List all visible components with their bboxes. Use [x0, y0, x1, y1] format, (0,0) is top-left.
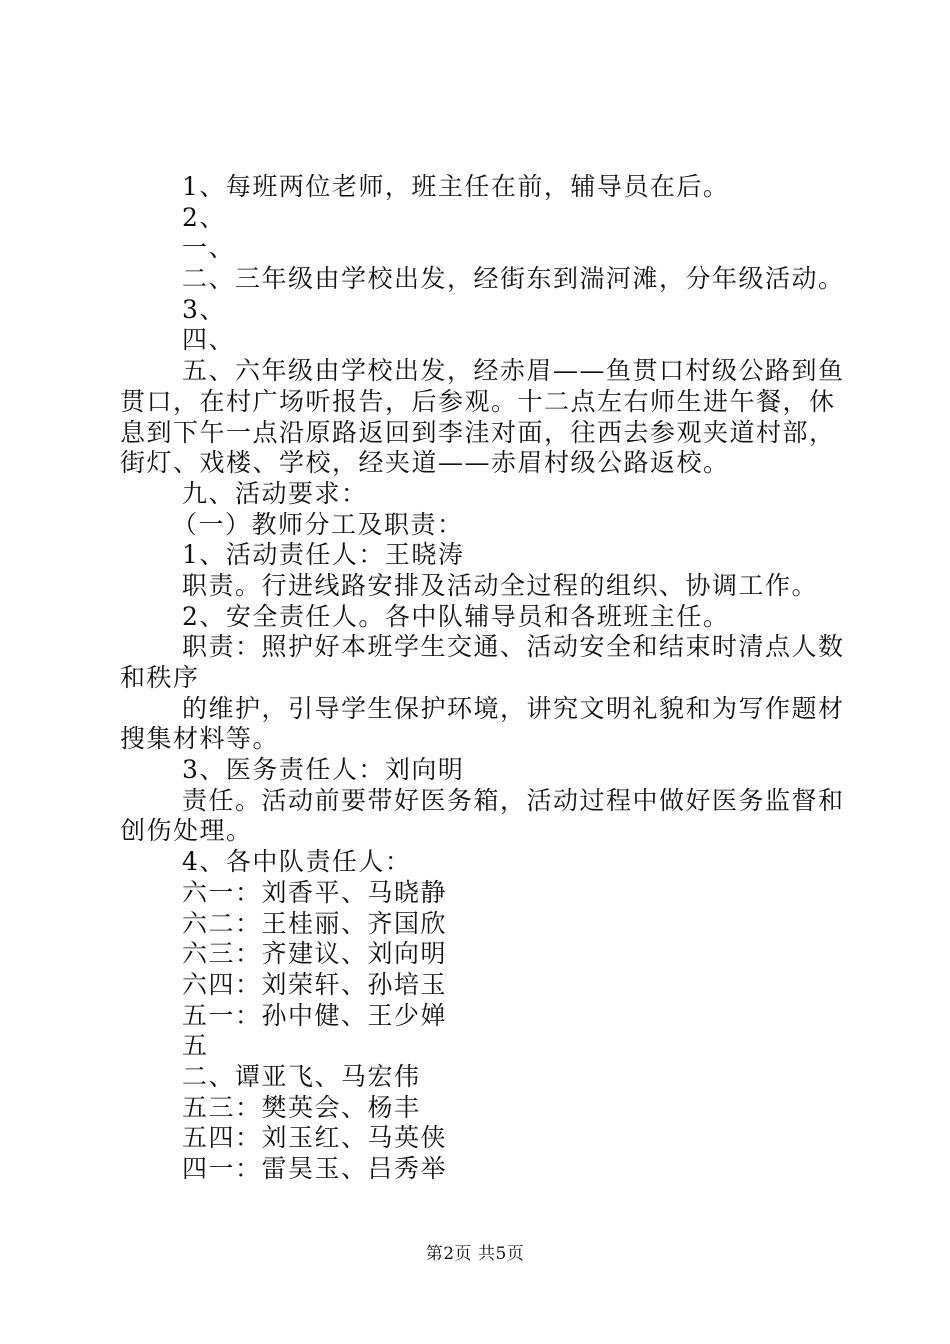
text-line: 五四：刘玉红、马英侠 — [182, 1123, 448, 1153]
text-line: 职责：照护好本班学生交通、活动安全和结束时清点人数 — [182, 632, 845, 662]
text-line: 和秩序 — [120, 663, 200, 692]
text-line: 五、六年级由学校出发，经赤眉——鱼贯口村级公路到鱼 — [182, 356, 845, 386]
text-line: 一、 — [182, 233, 236, 263]
text-line: 街灯、戏楼、学校，经夹道——赤眉村级公路返校。 — [120, 448, 730, 478]
text-line: 1、活动责任人：王晓涛 — [182, 540, 465, 570]
text-line: （一）教师分工及职责： — [172, 509, 464, 539]
text-line: 四、 — [182, 325, 236, 355]
text-line: 4、各中队责任人： — [182, 847, 412, 877]
text-line: 六二：王桂丽、齐国欣 — [182, 908, 448, 938]
text-line: 六四：刘荣轩、孙培玉 — [182, 969, 448, 999]
text-line: 贯口，在村广场听报告，后参观。十二点左右师生进午餐，休 — [120, 386, 836, 416]
text-line: 3、医务责任人：刘向明 — [182, 755, 465, 785]
text-line: 3、 — [182, 294, 226, 324]
text-line: 创伤处理。 — [120, 816, 253, 846]
text-line: 六一：刘香平、马晓静 — [182, 877, 448, 907]
text-line: 五三：樊英会、杨丰 — [182, 1092, 421, 1122]
text-line: 职责。行进线路安排及活动全过程的组织、协调工作。 — [182, 570, 819, 600]
document-body — [120, 172, 845, 1185]
text-line: 责任。活动前要带好医务箱，活动过程中做好医务监督和 — [182, 785, 845, 815]
text-line: 1、每班两位老师，班主任在前，辅导员在后。 — [182, 172, 730, 201]
text-line: 九、活动要求： — [182, 478, 368, 508]
text-line: 2、 — [182, 202, 226, 232]
text-line: 的维护，引导学生保护环境，讲究文明礼貌和为写作题材 — [182, 693, 845, 723]
text-line: 六三：齐建议、刘向明 — [182, 939, 448, 969]
text-line: 息到下午一点沿原路返回到李洼对面，往西去参观夹道村部， — [120, 417, 836, 447]
text-line: 二、谭亚飞、马宏伟 — [182, 1061, 421, 1091]
page-footer: 第2页 共5页 — [425, 1244, 525, 1264]
text-line: 五 — [182, 1031, 209, 1061]
text-line: 2、安全责任人。各中队辅导员和各班班主任。 — [182, 601, 730, 631]
text-line: 五一：孙中健、王少婵 — [182, 1000, 448, 1030]
text-line: 搜集材料等。 — [120, 724, 280, 754]
text-line: 四一：雷昊玉、吕秀举 — [182, 1154, 448, 1183]
text-line: 二、三年级由学校出发，经街东到湍河滩，分年级活动。 — [182, 264, 845, 294]
